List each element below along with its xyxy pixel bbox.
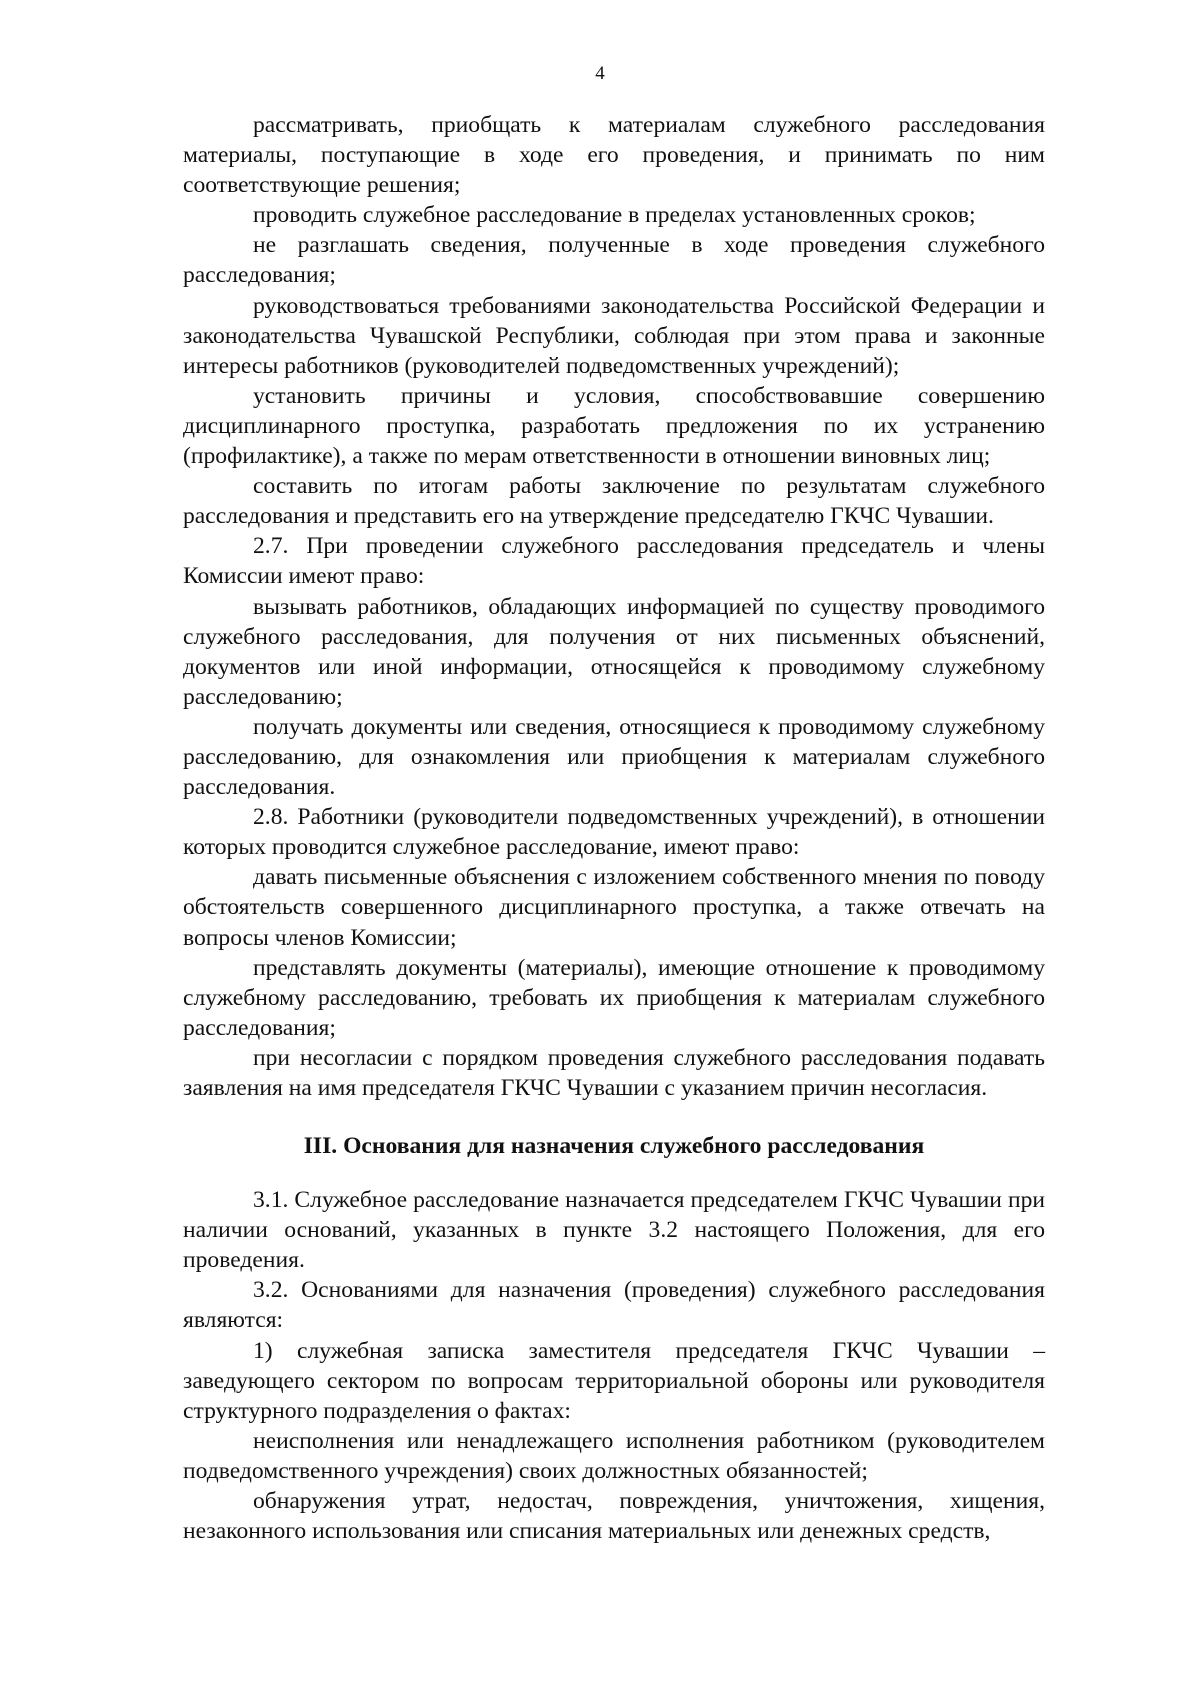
document-body bbox=[183, 110, 1045, 1546]
clause-2-7: 2.7. При проведении служебного расследования председатель и члены Комиссии имеют право: bbox=[183, 533, 1045, 590]
paragraph: представлять документы (материалы), имеющие отношение к проводимому служебному расследованию, требовать их приобщения к материалам служебного расследования; bbox=[183, 954, 1045, 1041]
paragraph: давать письменные объяснения с изложением собственного мнения по поводу обстоятельств совершенного дисциплинарного проступка, а также отвечать на вопросы членов Комиссии; bbox=[183, 864, 1045, 951]
list-item: 1) служебная записка заместителя председателя ГКЧС Чувашии – заведующего сектором по вопросам территориальной обороны или руководителя структурного подразделения о фактах: bbox=[183, 1337, 1045, 1424]
paragraph: неисполнения или ненадлежащего исполнения работником (руководителем подведомственного учреждения) своих должностных обязанностей; bbox=[183, 1427, 1045, 1484]
paragraph: руководствоваться требованиями законодательства Российской Федерации и законодательства Чувашской Республики, соблюдая при этом права и законные интересы работников (руководителей подведомственных учреждений); bbox=[183, 292, 1045, 379]
paragraph: обнаружения утрат, недостач, повреждения, уничтожения, хищения, незаконного использования или списания материальных или денежных средств, bbox=[183, 1488, 1045, 1545]
clause-2-8: 2.8. Работники (руководители подведомственных учреждений), в отношении которых проводится служебное расследование, имеют право: bbox=[183, 804, 1045, 861]
paragraph: не разглашать сведения, полученные в ходе проведения служебного расследования; bbox=[183, 232, 1045, 289]
paragraph: получать документы или сведения, относящиеся к проводимому служебному расследованию, для ознакомления или приобщения к материалам служебного расследования. bbox=[183, 713, 1045, 801]
paragraph: при несогласии с порядком проведения служебного расследования подавать заявления на имя председателя ГКЧС Чувашии с указанием причин несогласия. bbox=[183, 1044, 1045, 1101]
paragraph: проводить служебное расследование в пределах установленных сроков; bbox=[253, 202, 976, 229]
paragraph: составить по итогам работы заключение по результатам служебного расследования и представить его на утверждение председателю ГКЧС Чувашии. bbox=[183, 473, 1045, 530]
paragraph: вызывать работников, обладающих информацией по существу проводимого служебного расследования, для получения от них письменных объяснений, документов или иной информации, относящейся к проводимому служебному расследованию; bbox=[183, 593, 1045, 710]
clause-3-1: 3.1. Служебное расследование назначается председателем ГКЧС Чувашии при наличии оснований, указанных в пункте 3.2 настоящего Положения, для его проведения. bbox=[183, 1187, 1045, 1274]
paragraph: рассматривать, приобщать к материалам служебного расследования материалы, поступающие в ходе его проведения, и принимать по ним соответствующие решения; bbox=[183, 112, 1045, 199]
clause-3-2: 3.2. Основаниями для назначения (проведения) служебного расследования являются: bbox=[183, 1277, 1045, 1334]
paragraph: установить причины и условия, способствовавшие совершению дисциплинарного проступка, разработать предложения по их устранению (профилактике), а также по мерам ответственности в отношении виновных лиц; bbox=[183, 382, 1045, 470]
section-heading: III. Основания для назначения служебного расследования bbox=[303, 1133, 925, 1160]
page-number: 4 bbox=[595, 63, 605, 84]
